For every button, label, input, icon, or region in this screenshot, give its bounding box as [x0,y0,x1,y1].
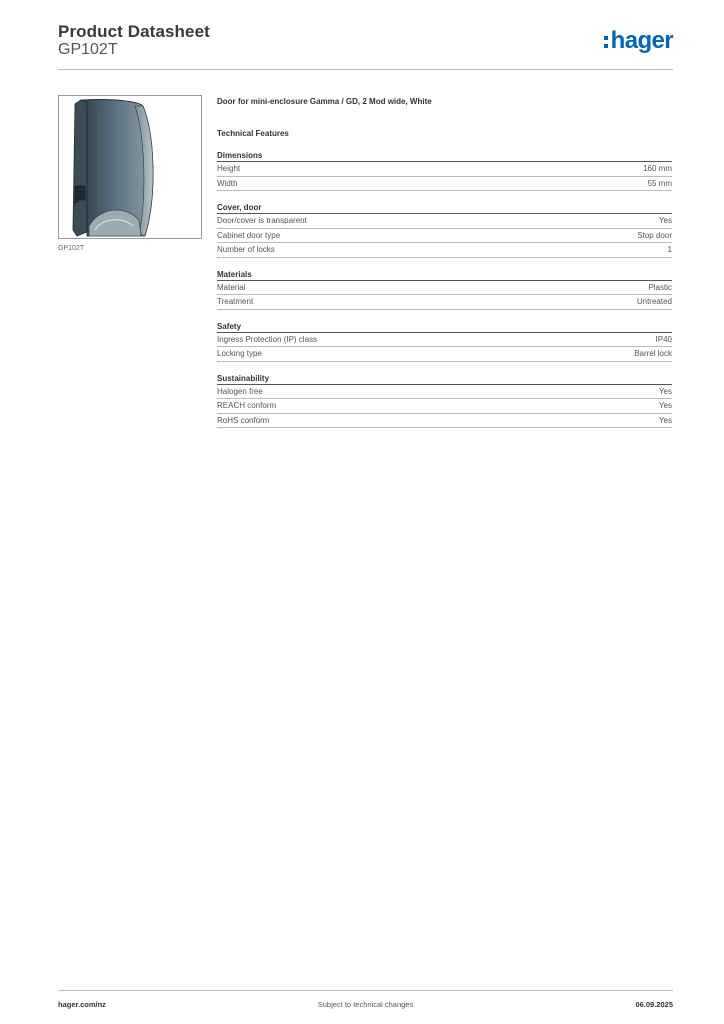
table-row [217,281,672,296]
row-label: Height [217,164,241,173]
row-label: Treatment [217,297,254,306]
table-row [217,229,672,244]
page-title: Product Datasheet [58,22,210,41]
product-image-frame [58,95,202,239]
row-label: Halogen free [217,386,263,396]
row-value: Yes [658,386,672,396]
row-value: Yes [658,415,672,425]
table-row [217,162,672,177]
page-header [58,20,673,70]
group-title: Cover, door [217,201,672,214]
page-footer [58,990,673,1014]
feature-group-safety [217,320,672,362]
logo-colon-mark [604,36,608,48]
group-title: Materials [217,268,672,281]
row-label: Locking type [217,349,262,358]
row-value: Barrel lock [634,349,672,358]
row-value: Untreated [636,297,672,306]
row-value: 1 [667,245,672,254]
product-image-caption: GP102T [58,245,85,252]
product-code: GP102T [58,41,118,58]
feature-group-cover-door [217,201,672,258]
footer-date: 06.09.2025 [635,1000,673,1009]
table-row [217,214,672,229]
row-label: Material [217,282,246,292]
footer-website: hager.com/nz [58,1000,106,1009]
feature-group-materials [217,268,672,310]
table-row [217,399,672,414]
row-value: Yes [658,216,672,225]
brand-logo [604,28,673,54]
row-label: Width [217,178,238,188]
row-label: RoHS conform [217,415,270,425]
row-value: 55 mm [647,178,672,188]
product-description: Door for mini-enclosure Gamma / GD, 2 Mod wide, White [217,97,432,106]
table-row [217,295,672,310]
brand-name: hager [610,27,673,54]
table-row [217,333,672,348]
footer-notice: Subject to technical changes [317,1000,414,1009]
row-value: Yes [658,401,672,410]
table-row [217,385,672,400]
row-value: Stop door [637,230,672,240]
product-door-illustration [59,96,202,239]
row-label: Number of locks [217,245,275,254]
row-label: Ingress Protection (IP) class [217,334,318,344]
product-details [217,96,672,428]
table-row [217,347,672,362]
row-label: REACH conform [217,401,277,410]
table-row [217,243,672,258]
row-value: 160 mm [643,164,672,173]
table-row [217,414,672,429]
row-label: Cabinet door type [217,230,281,240]
row-label: Door/cover is transparent [217,216,307,225]
feature-group-sustainability [217,372,672,429]
feature-group-dimensions [217,149,672,191]
group-title: Dimensions [217,149,672,162]
row-value: Plastic [648,282,672,292]
table-row [217,177,672,192]
technical-features-heading: Technical Features [217,129,289,138]
group-title: Sustainability [217,372,672,385]
group-title: Safety [217,320,672,333]
row-value: IP40 [655,334,672,344]
